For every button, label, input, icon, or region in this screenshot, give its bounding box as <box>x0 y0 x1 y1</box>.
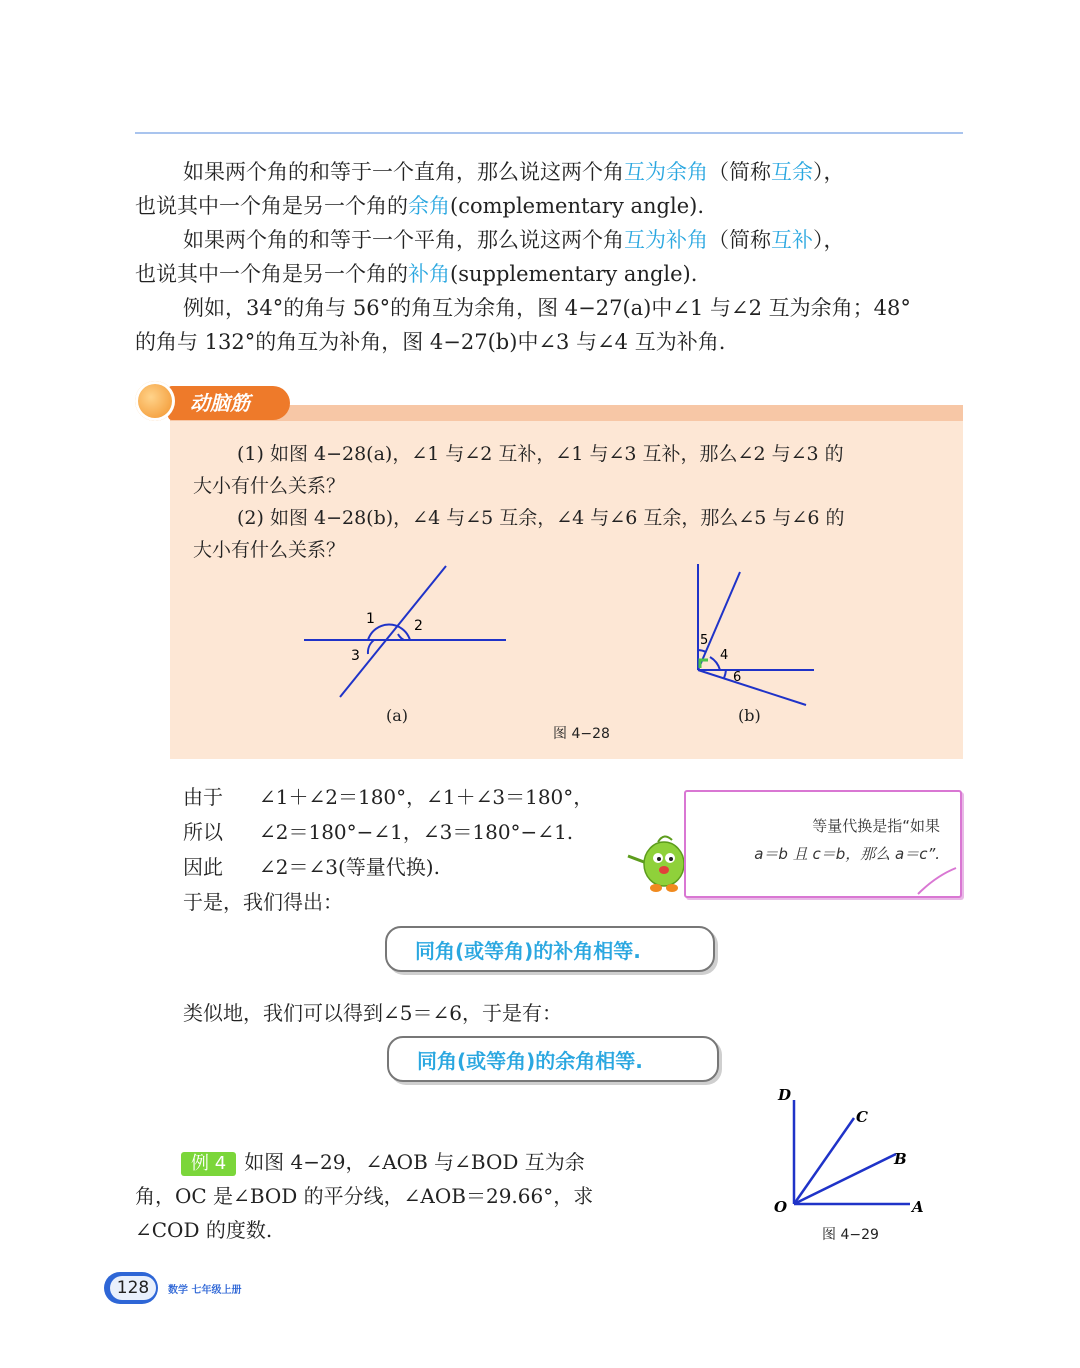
note-line-2: a＝b 且 c＝b，那么 a＝c”. <box>754 845 940 863</box>
label-B: B <box>894 1150 907 1168</box>
page-number: 128 <box>110 1276 156 1300</box>
derivation-line-2: 所以 ∠2＝180°−∠1，∠3＝180°−∠1. <box>183 820 574 844</box>
para-2-line-2: 也说其中一个角是另一个角的补角(supplementary angle). <box>135 262 698 286</box>
para-3-line-1: 例如，34°的角与 56°的角互为余角，图 4−27(a)中∠1 与∠2 互为余角；48° <box>183 296 911 320</box>
label-A: A <box>912 1198 924 1216</box>
figure-4-29 <box>772 1082 932 1222</box>
fig-b-arc-6 <box>724 670 726 678</box>
book-title: 数学 七年级上册 <box>168 1285 242 1296</box>
fig-b-label-4: 4 <box>720 648 729 663</box>
example-line-3: ∠COD 的度数. <box>135 1218 273 1242</box>
fig-a-label-3: 3 <box>351 648 360 664</box>
figure-4-28-caption: 图 4−28 <box>553 726 610 742</box>
label-O: O <box>774 1198 788 1216</box>
fig-a-oblique-line <box>340 566 446 697</box>
label-C: C <box>856 1108 868 1126</box>
fig-b-caption: (b) <box>738 706 761 725</box>
similar-text: 类似地，我们可以得到∠5＝∠6，于是有： <box>183 1001 562 1025</box>
note-text <box>700 812 940 868</box>
note-fold-icon <box>916 866 960 896</box>
question-2-cont: 大小有什么关系？ <box>193 539 346 561</box>
fig-a-label-1: 1 <box>366 611 375 627</box>
para-3-line-2: 的角与 132°的角互为补角，图 4−27(b)中∠3 与∠4 互为补角. <box>135 330 726 354</box>
example-line-1: 例 4 如图 4−29，∠AOB 与∠BOD 互为余 <box>135 1145 675 1179</box>
think-questions <box>193 438 943 566</box>
para-1-line-1: 如果两个角的和等于一个直角，那么说这两个角互为余角（简称互余）， <box>183 160 845 184</box>
example-4 <box>135 1145 675 1247</box>
question-1: (1) 如图 4−28(a)，∠1 与∠2 互补，∠1 与∠3 互补，那么∠2 与∠3 的 <box>237 443 844 465</box>
fig-b-arc-5 <box>698 650 706 652</box>
question-2: (2) 如图 4−28(b)，∠4 与∠5 互余，∠4 与∠6 互余，那么∠5 与∠6 的 <box>237 507 845 529</box>
top-rule <box>135 132 963 134</box>
derivation-line-1: 由于 ∠1＋∠2＝180°，∠1＋∠3＝180°， <box>183 785 594 809</box>
derivation-line-3: 因此 ∠2＝∠3(等量代换). <box>183 855 440 879</box>
term-complementary: 互为余角 <box>624 160 708 184</box>
fig-b-label-6: 6 <box>733 670 742 685</box>
think-title: 动脑筋 <box>168 386 290 420</box>
fig-a-angle-arc-3 <box>368 640 374 654</box>
para-2-line-1: 如果两个角的和等于一个平角，那么说这两个角互为补角（简称互补）， <box>183 228 845 252</box>
term-supplementary: 互为补角 <box>624 228 708 252</box>
fig-b-arc-4 <box>710 657 720 670</box>
fig-a-label-2: 2 <box>414 618 423 634</box>
figure-4-28b <box>690 560 820 710</box>
figure-4-28a <box>300 562 510 702</box>
question-1-cont: 大小有什么关系？ <box>193 475 346 497</box>
example-line-2: 角，OC 是∠BOD 的平分线，∠AOB＝29.66°，求 <box>135 1184 594 1208</box>
derivation <box>183 780 593 920</box>
fig-a-caption: (a) <box>386 706 409 725</box>
fig-b-ray-1 <box>698 572 740 670</box>
example-badge: 例 4 <box>181 1152 236 1176</box>
conclusion-complementary: 同角(或等角)的余角相等. <box>387 1036 719 1082</box>
ray-OC <box>794 1118 854 1204</box>
note-line-1: 等量代换是指“如果 <box>812 817 940 835</box>
ray-OB <box>794 1154 896 1204</box>
right-angle-mark <box>700 660 708 668</box>
label-D: D <box>778 1086 792 1104</box>
fig-b-label-5: 5 <box>700 633 709 648</box>
figure-4-29-caption: 图 4−29 <box>822 1227 879 1243</box>
fig-b-ray-3 <box>698 670 806 705</box>
intro-text <box>135 155 965 359</box>
para-1-line-2: 也说其中一个角是另一个角的余角(complementary angle). <box>135 194 704 218</box>
gear-icon <box>135 381 175 421</box>
conclusion-supplementary: 同角(或等角)的补角相等. <box>385 926 715 972</box>
derivation-line-4: 于是，我们得出： <box>183 890 343 914</box>
